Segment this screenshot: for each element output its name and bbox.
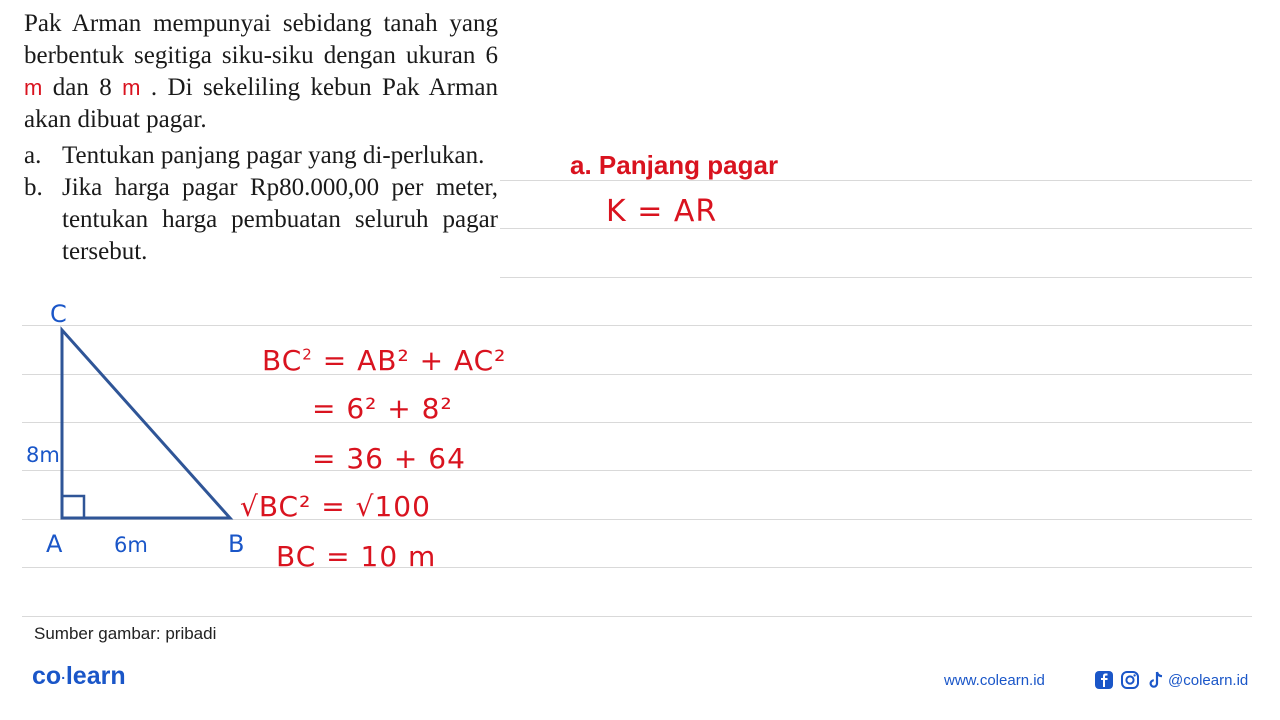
tiktok-icon[interactable] (1146, 670, 1166, 690)
right-angle-marker (62, 496, 84, 518)
pythagoras-step-5: BC = 10 m (276, 540, 437, 573)
question-text: Jika harga pagar Rp80.000,00 per meter, tentukan harga pembuatan seluruh pagar tersebut. (62, 174, 498, 265)
brand-dot: · (61, 669, 66, 686)
intro-text-1: Pak Arman mempunyai sebidang tanah yang berbentuk segitiga siku-siku dengan ukuran 6 (24, 10, 498, 69)
brand-right: learn (65, 662, 126, 690)
pythagoras-step-1: $BC^2 = AB^2 + AC^2$ (262, 344, 507, 377)
step1-rhs: = AB² + AC² (322, 344, 507, 377)
question-marker: a. (24, 142, 42, 169)
instagram-icon[interactable] (1120, 670, 1140, 690)
vertex-label-b: B (228, 530, 245, 558)
social-icons (1094, 670, 1166, 690)
vertex-label-a: A (46, 530, 63, 558)
question-text: Tentukan panjang pagar yang di-perlukan. (62, 142, 485, 169)
intro-text-2: dan 8 (52, 74, 112, 101)
question-marker: b. (24, 174, 43, 201)
pythagoras-step-4: √BC² = √100 (240, 490, 431, 523)
image-source-caption: Sumber gambar: pribadi (34, 624, 217, 643)
brand-left: co (32, 662, 62, 690)
brand-logo (32, 662, 126, 691)
facebook-icon[interactable] (1094, 670, 1114, 690)
triangle-shape (62, 330, 230, 518)
unit-meter-1: m (24, 75, 43, 100)
side-label-ac: 8m (26, 443, 60, 467)
intro-text-3: . Di sekeliling kebun Pak Arman akan dibuat pagar. (24, 74, 499, 133)
side-label-ab: 6m (114, 533, 148, 557)
pythagoras-step-3: = 36 + 64 (312, 442, 466, 475)
solution-heading: a. Panjang pagar (570, 150, 779, 180)
unit-meter-2: m (122, 75, 141, 100)
vertex-label-c: C (50, 300, 67, 328)
social-handle[interactable]: @colearn.id (1168, 672, 1249, 689)
perimeter-formula: K = AR (606, 194, 718, 229)
website-link[interactable]: www.colearn.id (944, 672, 1045, 689)
pythagoras-step-2: = 6² + 8² (312, 392, 453, 425)
step1-lhs: BC (262, 344, 303, 377)
